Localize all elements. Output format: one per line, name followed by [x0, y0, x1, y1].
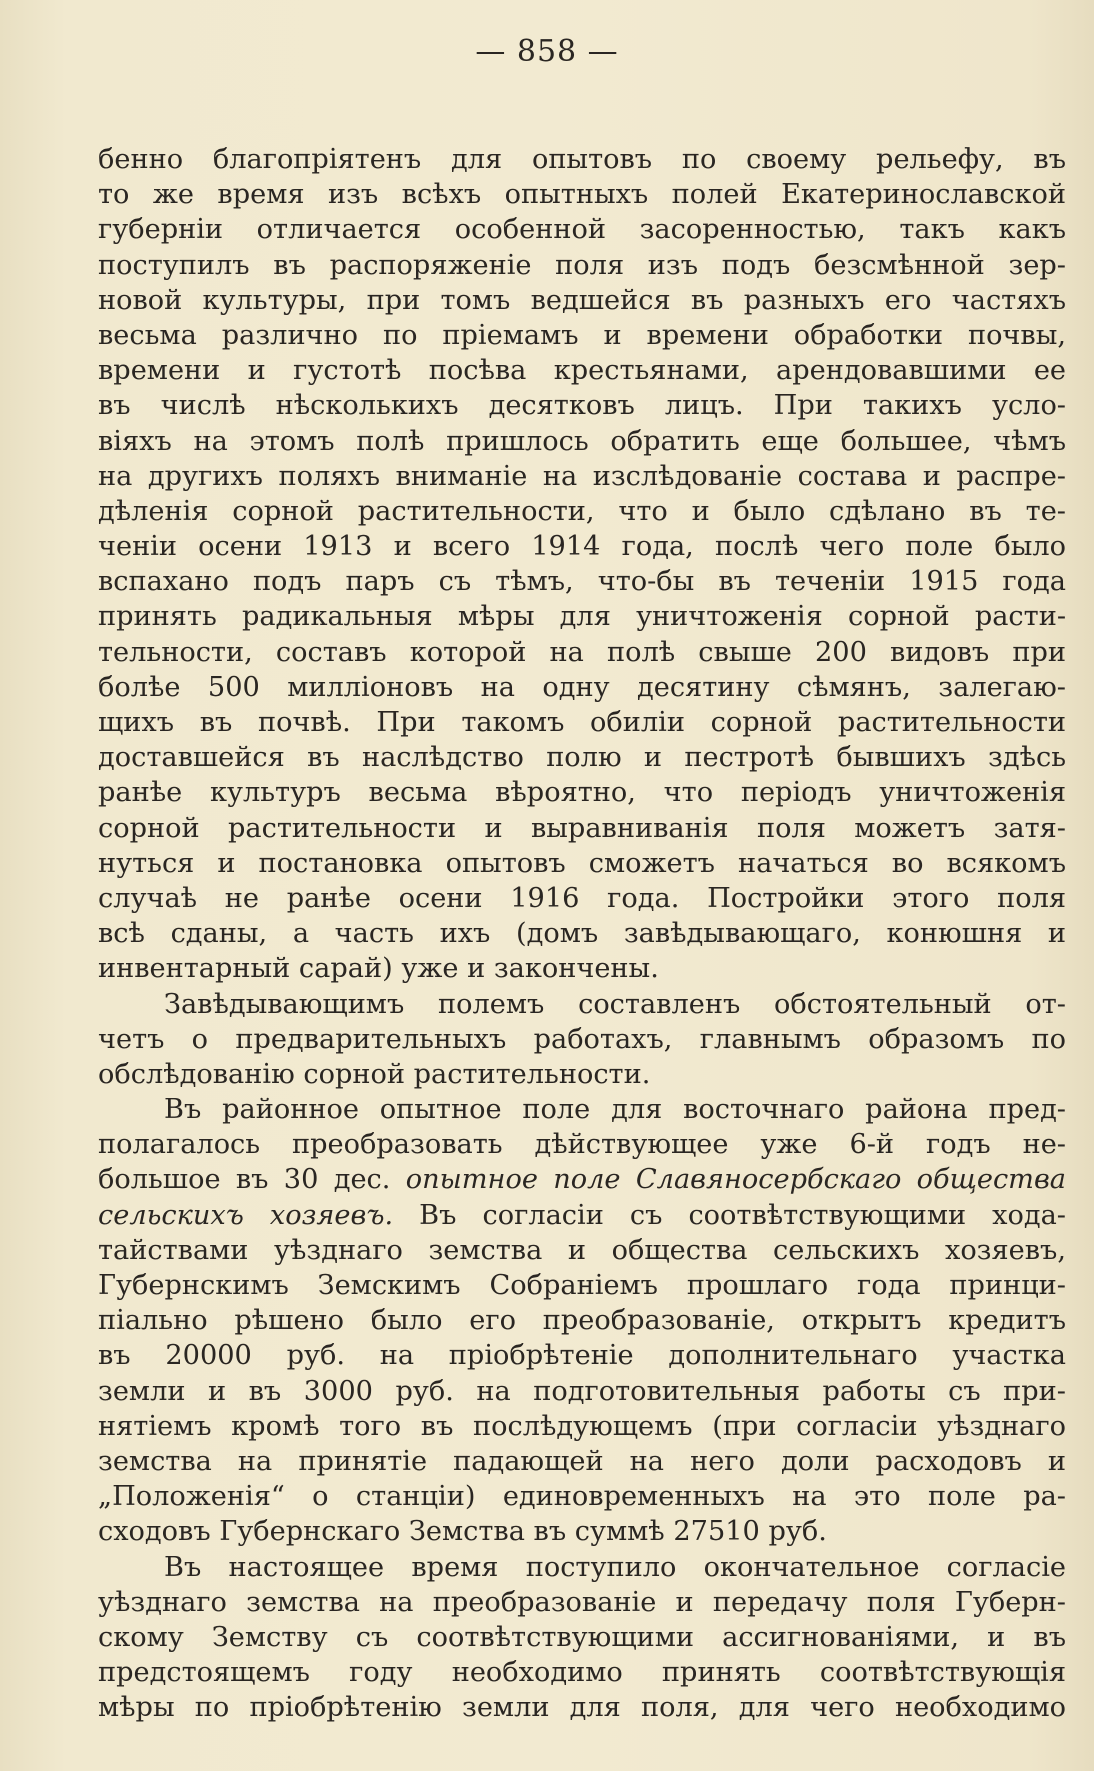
text-line: случаѣ не ранѣе осени 1916 года. Постройки этого поля — [98, 882, 1066, 914]
text-line: земли и въ 3000 руб. на подготовительныя работы съ при- — [98, 1375, 1066, 1407]
text-line: новой культуры, при томъ ведшейся въ разныхъ его частяхъ — [98, 284, 1066, 316]
text-line: въ числѣ нѣсколькихъ десятковъ лицъ. При такихъ усло- — [98, 390, 1066, 422]
body-text — [98, 142, 1066, 1725]
text-line: полагалось преобразовать дѣйствующее уже 6-й годъ не- — [98, 1129, 1066, 1161]
text-line: инвентарный сарай) уже и закончены. — [98, 953, 659, 985]
text-line: тельности, составъ которой на полѣ свыше 200 видовъ при — [98, 636, 1066, 668]
text-line: сорной растительности и выравниванія поля можетъ затя- — [98, 812, 1066, 844]
text-line: весьма различно по пріемамъ и времени обработки почвы, — [98, 319, 1066, 351]
text-line: земства на принятіе падающей на него доли расходовъ и — [98, 1445, 1066, 1477]
text-line: ченіи осени 1913 и всего 1914 года, послѣ чего поле было — [98, 531, 1066, 563]
text-line: всѣ сданы, а часть ихъ (домъ завѣдывающаго, конюшня и — [98, 918, 1066, 950]
text-line: вспахано подъ паръ съ тѣмъ, что-бы въ теченіи 1915 года — [98, 566, 1066, 598]
text-line: мѣры по пріобрѣтенію земли для поля, для чего необходимо — [98, 1692, 1066, 1724]
text-line: нуться и постановка опытовъ сможетъ начаться во всякомъ — [98, 847, 1066, 879]
text-line: губерніи отличается особенной засоренностью, такъ какъ — [98, 214, 1066, 246]
text-line: віяхъ на этомъ полѣ пришлось обратить еще большее, чѣмъ — [98, 425, 1066, 457]
text-line: болѣе 500 милліоновъ на одну десятину сѣмянъ, залегаю- — [98, 671, 1066, 703]
text-line: бенно благопріятенъ для опытовъ по своему рельефу, въ — [98, 144, 1066, 175]
text-line: Завѣдывающимъ полемъ составленъ обстоятельный от- — [164, 988, 1066, 1020]
text-line: тайствами уѣзднаго земства и общества сельскихъ хозяевъ, — [98, 1234, 1066, 1266]
text-line: піально рѣшено было его преобразованіе, открытъ кредитъ — [98, 1305, 1066, 1337]
text-line: четъ о предварительныхъ работахъ, главнымъ образомъ по — [98, 1023, 1066, 1055]
text-line: времени и густотѣ посѣва крестьянами, арендовавшими ее — [98, 355, 1066, 387]
text-line-mixed — [98, 1198, 1066, 1233]
text-line: дѣленія сорной растительности, что и было сдѣлано въ те- — [98, 495, 1066, 527]
text-line: „Положенія“ о станціи) единовременныхъ на это поле ра- — [98, 1481, 1066, 1513]
text-line: Въ настоящее время поступило окончательное согласіе — [164, 1551, 1066, 1583]
text-line: ранѣе культуръ весьма вѣроятно, что періодъ уничтоженія — [98, 777, 1066, 809]
text-line: Въ районное опытное поле для восточнаго района пред- — [164, 1094, 1066, 1126]
text-line-mixed — [98, 1162, 1066, 1197]
text-segment: большое въ 30 дес. — [98, 1164, 391, 1196]
italic-segment: опытное поле Славяносербскаго общества — [405, 1164, 1066, 1196]
text-line: доставшейся въ наслѣдство полю и пестротѣ бывшихъ здѣсь — [98, 742, 1066, 774]
text-line: сходовъ Губернскаго Земства въ суммѣ 27510 руб. — [98, 1516, 827, 1548]
text-segment: Въ согласіи съ соотвѣтствующими хода- — [419, 1199, 1066, 1231]
text-line: щихъ въ почвѣ. При такомъ обиліи сорной растительности — [98, 707, 1066, 738]
italic-segment: сельскихъ хозяевъ. — [98, 1199, 394, 1231]
text-line: принять радикальныя мѣры для уничтоженія сорной расти- — [98, 601, 1066, 633]
text-line: нятіемъ кромѣ того въ послѣдующемъ (при согласіи уѣзднаго — [98, 1410, 1066, 1442]
text-line: предстоящемъ году необходимо принять соотвѣтствующія — [98, 1657, 1066, 1689]
text-line: поступилъ въ распоряженіе поля изъ подъ безсмѣнной зер- — [98, 249, 1066, 281]
text-line: то же время изъ всѣхъ опытныхъ полей Екатеринославской — [98, 179, 1066, 211]
text-line: скому Земству съ соотвѣтствующими ассигнованіями, и въ — [98, 1621, 1066, 1653]
text-line: на другихъ поляхъ вниманіе на изслѣдованіе состава и распре- — [98, 460, 1066, 492]
text-line: Губернскимъ Земскимъ Собраніемъ прошлаго года принци- — [98, 1270, 1066, 1301]
text-line: обслѣдованію сорной растительности. — [98, 1058, 651, 1090]
text-line: уѣзднаго земства на преобразованіе и передачу поля Губерн- — [98, 1586, 1066, 1618]
text-line: въ 20000 руб. на пріобрѣтеніе дополнительнаго участка — [98, 1340, 1066, 1372]
page-number: — 858 — — [475, 34, 619, 69]
